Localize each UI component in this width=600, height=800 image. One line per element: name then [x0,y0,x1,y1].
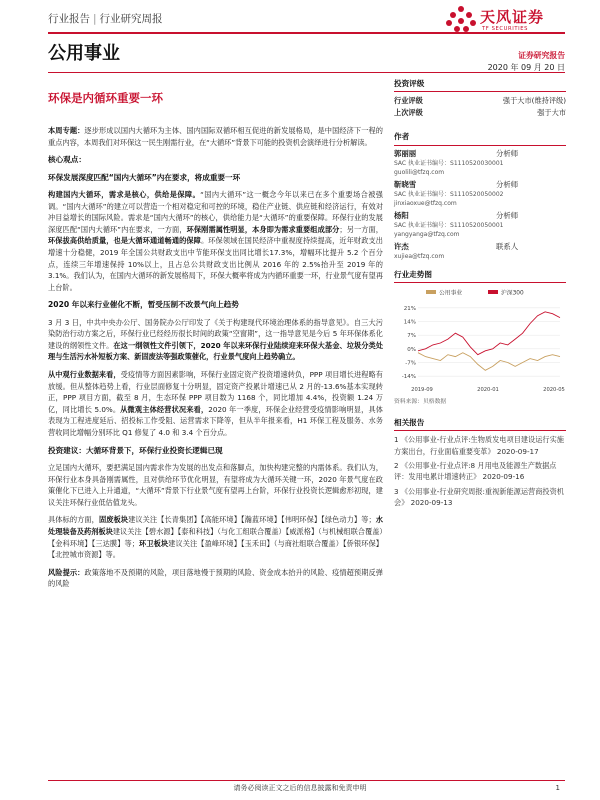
paragraph-2 [48,317,383,363]
author-role: 分析师 [496,179,519,189]
p1-stat-j: 3.1% [48,271,67,281]
author-block [394,242,566,261]
header-divider [48,32,565,34]
author-email: yangyanga@tfzq.com [394,230,460,238]
p5-bold-f: 环卫板块 [138,538,169,548]
prev-rating-value: 强于大市 [537,108,566,118]
trend-chart [394,286,566,396]
author-row [394,242,566,252]
series-line [418,353,560,371]
p5-text-c: 建议关注【长青集团】【高能环境】【瀚蓝环境】【伟明环保】【绿色动力】等； [128,515,376,525]
logo-mark-icon [446,6,476,32]
trend-chart-box [394,269,566,407]
author-name: 郭丽丽 [394,148,417,158]
report-date: 2020 年 09 月 20 日 [487,63,565,72]
title-divider [48,72,565,73]
y-tick-label: -7% [405,360,416,367]
legend-label: 公用事业 [439,290,463,297]
p5-text-a: 具体标的方面， [48,515,99,525]
author-name: 许杰 [394,241,409,251]
related-report-link[interactable]: 3 《公用事业-行业研究周报:重视新能源运营商投资机会》 2020-09-13 [394,486,565,508]
author-email: jinxiaoxue@tfzq.com [394,199,457,207]
author-block [394,180,566,208]
author-row [394,211,566,221]
section-heading-2: 2020 年以来行业催化不断，暂受压制不改景气向上趋势 [48,300,239,310]
p1-bold-b: 环保刚需属性明显，本身即为需求重要组成部分 [186,224,340,234]
related-report-link[interactable]: 1 《公用事业-行业点评:生物质发电项目建设运行实施方案出台，行业面临重要变革》 2020-09-17 [394,435,565,456]
related-report-link[interactable]: 2 《公用事业-行业点评:8 月用电及能源生产数据点评：发用电累计增速转正》 2020-09-16 [394,461,557,482]
author-email: guolili@tfzq.com [394,168,445,176]
legend-swatch [426,290,436,294]
footer-disclaimer: 请务必阅读正文之后的信息披露和免责申明 [233,784,367,792]
author-block [394,211,566,239]
p1-text-i: 抬升至 2019 年的 [320,259,383,269]
author-sac: SAC 执业证书编号：S1110520030001 [394,159,504,167]
paragraph-5 [48,514,383,560]
p1-text-c: ；另一方面， [339,224,383,234]
intro-label: 本周专题： [48,126,85,135]
report-title: 环保是内循环重要一环 [48,91,163,105]
p1-stat-h: 2.5% [302,259,321,269]
y-tick-label: -14% [401,374,416,381]
x-tick-label: 2020-05 [543,387,565,394]
rating-title: 投资评级 [394,78,566,92]
industry-title: 公用事业 [48,43,120,64]
y-tick-label: 7% [407,333,416,340]
p1-text-e: 。环保领域在国民经济中重视度持续提高，近年财政支出增速十分稳健，2019 年全国公共财政支出中节能环保支出同比增长 [48,236,383,257]
p5-text-g: 建议关注【盈峰环境】【玉禾田】（与商社组联合覆盖）【侨银环保】【北控城市资源】等。 [48,538,383,560]
p1-lead: 构建国内大循环，需求是核心，供给是保障。 [48,189,201,199]
p2-text-a: 3 月 3 日，中共中央办公厅、国务院办公厅印发了《关于构建现代环境治理体系的指导意见》。自三大污染防治行动方案之后，环保行业已经经历很长时间的政策“空窗期”，这一指导意见是今后 5 年环保体系化建设的纲领性文件。 [48,317,383,350]
author-sac: SAC 执业证书编号：S1110520050002 [394,190,504,198]
p1-text-g: ，增幅环比提升 5.2 个百分点，连续三年增速保持 10%以上，且占总公共财政支出比例从 2016 年的 [48,247,383,269]
p3-bold-b: 从微观主体经营状况来看， [120,404,209,414]
footer-divider [48,780,565,781]
core-heading: 核心观点： [48,155,86,165]
legend-swatch [488,290,498,294]
category-label: 行业报告 [48,13,90,25]
author-name: 杨阳 [394,210,409,220]
trend-chart-svg [394,286,566,396]
main-content [48,125,383,596]
section-heading-3: 投资建议：大循环背景下，环保行业投资长逻辑已现 [48,445,223,455]
trend-title: 行业走势图 [394,269,566,283]
risk-paragraph [48,567,383,590]
risk-text: 政策落地不及预期的风险，项目落地慢于预期的风险、资金成本抬升的风险、疫情超预期反弹的风险 [48,567,383,589]
author-role: 联系人 [496,241,519,251]
x-tick-label: 2020-01 [477,387,499,394]
rating-row [394,95,566,107]
p1-text-a: “国内大循环”这一概念今年以来已在多个重要场合被强调。“国内大循环”的建立可以营造一个相对稳定和可控的环境，稳住产业链、供应链和经济运行，有效对冲目益增长的国际风险。需求是“国内大循环”的核心，供给能力是“大循环”的重要保障。环保行业的发展深度匹配“国内大循环”内在要求，一方面， [48,189,383,234]
sidebar [394,78,566,512]
series-line [418,312,560,355]
paragraph-3 [48,369,383,439]
p5-bold-d: 水处理装备及药剂板块 [48,515,383,536]
x-tick-label: 2019-09 [411,387,433,394]
logo-en-text: TF SECURITIES [482,26,528,32]
risk-label: 风险提示： [48,567,85,577]
page-number: 1 [555,784,560,792]
prev-rating-row [394,107,566,119]
y-tick-label: 14% [403,319,416,326]
separator: | [93,13,97,25]
p5-bold-b: 固废板块 [98,515,129,525]
intro-paragraph [48,125,383,148]
legend-label: 沪深300 [501,290,524,297]
subcategory-label: 行业研究周报 [99,13,163,25]
rating-label: 行业评级 [394,96,423,106]
p1-text-k: 。我们认为，在国内大循环的新发展格局下，环保大概率将成为内循环重要一环，行业景气度有望再上台阶。 [48,271,383,292]
report-type: 证券研究报告 [518,51,565,60]
y-tick-label: 0% [407,347,416,354]
author-sac: SAC 执业证书编号：S1110520050001 [394,221,504,229]
paragraph-1 [48,189,383,293]
author-email: xujiea@tfzq.com [394,252,445,260]
author-block [394,149,566,177]
p3-lead: 从中观行业数据来看， [48,370,121,380]
p1-stat-f: 17.3% [269,247,293,257]
author-name: 靳晓雪 [394,179,417,189]
report-category [48,12,163,28]
section-heading-1: 环保发展深度匹配“国内大循环”内在要求，将成重要一环 [48,172,241,182]
p3-text-a: 受疫情等方面因素影响，环保行业固定资产投资增速转负，PPP 项目增长进程略有放缓。但从整体趋势上看，行业层面修复十分明显，固定资产投累计增速已从 2 月的-13.6%基本实现转正，PPP 项目方面，截至 8 月，生态环保 PPP 项目数为 1168 个，同比增加 4.4%，投资额 1.24 万亿，同比增长 5.0%。 [48,370,383,414]
related-title: 相关报告 [394,417,566,431]
y-tick-label: 21% [403,306,416,313]
author-role: 分析师 [496,210,519,220]
p3-text-c: 2020 年一季度，环保企业经营受疫情影响明显，具体表现为工程进度延后、招投标工作受阻、运营需求下降等，但从半年报来看，H1 环保工程及服务、水务营收同比增幅分别环比 Q1 修复了 4.0 和 3.4 个百分点。 [48,404,383,438]
logo-cn-text: 天风证券 [480,8,545,26]
intro-text: 逐步形成以国内大循环为主体、国内国际双循环相互促进的新发展格局，是中国经济下一程的重点内容，本周我们对环保这一民生刚需行业，在“大循环”背景下可能的投资机会演绎进行分析解读。 [48,126,383,147]
author-row [394,180,566,190]
chart-source: 资料来源：贝格数据 [394,399,447,406]
rating-value: 强于大市(维持评级) [502,96,566,106]
p1-bold-d: 环保拔高供给质量，也是大循环通道畅通的保障 [48,236,201,246]
author-role: 分析师 [496,148,519,158]
author-row [394,149,566,159]
prev-rating-label: 上次评级 [394,108,423,118]
paragraph-4: 立足国内大循环，要把满足国内需求作为发展的出发点和落脚点，加快构建完整的内需体系。我们认为，环保行业本身具备刚需属性，且对供给环节优化明显，有望将成为大循环关键一环，2020 年景气度在政策催化下已进入上升通道，“大循环”背景下行业景气度有望再上台阶，环保行业投资长逻辑愈形初现，建议关注环保行业低估值龙头。 [48,463,383,507]
p2-bold-b: 在这一纲领性文件引领下，2020 年以来环保行业陆续迎来环保大基金、垃圾分类处理与生活污水补短板方案、新固废法等强政策催化，行业景气度向上趋势确立。 [48,340,383,362]
author-title: 作者 [394,131,566,145]
p5-text-e: 建议关注【碧水源】【泰和科技】（与化工组联合覆盖）【威派格】（与机械组联合覆盖）【金科环境】【三达膜】等； [48,527,383,548]
